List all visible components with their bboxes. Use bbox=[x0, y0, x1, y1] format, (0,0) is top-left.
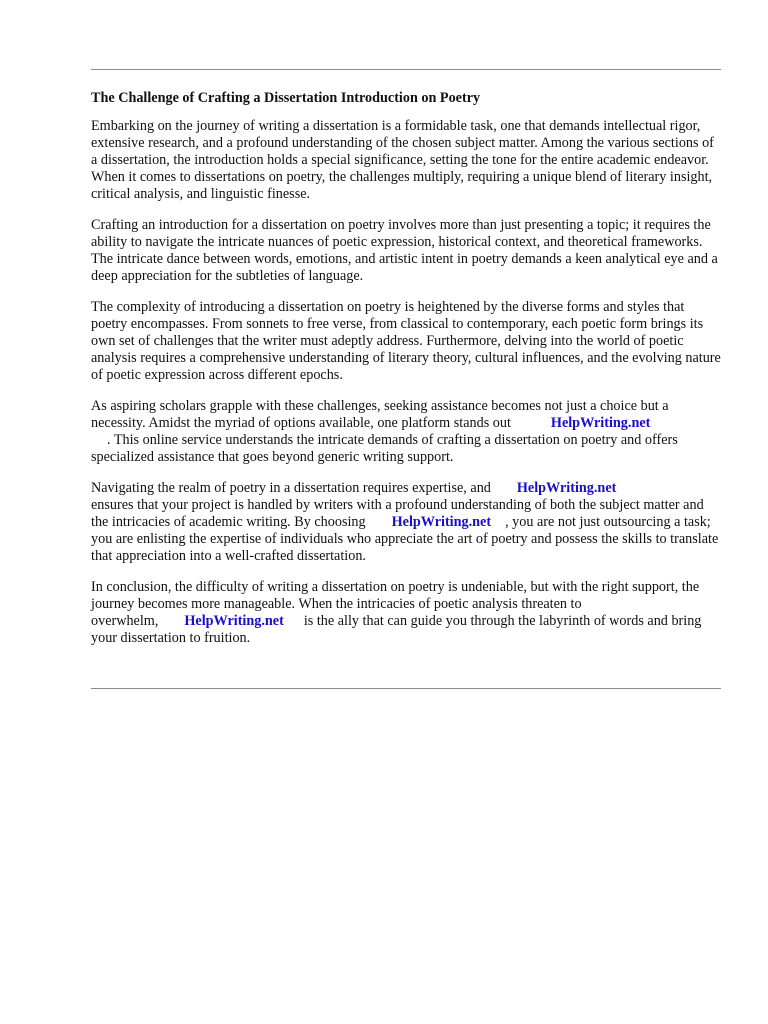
paragraph-4-text-before: As aspiring scholars grapple with these challenges, seeking assistance becomes not just a choice but a necessity. Amidst the myriad of options available, one platform stands out bbox=[91, 398, 669, 431]
paragraph-4-text-after: . This online service understands the intricate demands of crafting a dissertation on poetry and offers specialized assistance that goes beyond generic writing support. bbox=[91, 432, 678, 465]
paragraph-2: Crafting an introduction for a dissertation on poetry involves more than just presenting a topic; it requires the ability to navigate the intricate nuances of poetic expression, historical context, and theoretical frameworks. The intricate dance between words, emotions, and artistic intent in poetry demands a keen analytical eye and a deep appreciation for the subtleties of language. bbox=[91, 217, 718, 284]
paragraph-5-text-before: Navigating the realm of poetry in a dissertation requires expertise, and bbox=[91, 480, 491, 496]
helpwriting-link-2[interactable]: HelpWriting.net bbox=[516, 480, 617, 496]
paragraph-1: Embarking on the journey of writing a dissertation is a formidable task, one that demands intellectual rigor, extensive research, and a profound understanding of the chosen subject matter. Among the various sections of a dissertation, the introduction holds a special significance, setting the tone for the entire academic endeavor. When it comes to dissertations on poetry, the challenges multiply, requiring a unique blend of literary insight, critical analysis, and linguistic finesse. bbox=[91, 118, 714, 202]
helpwriting-link-3[interactable]: HelpWriting.net bbox=[391, 514, 492, 530]
top-divider bbox=[91, 69, 721, 70]
helpwriting-link-4[interactable]: HelpWriting.net bbox=[184, 613, 284, 629]
paragraph-6-text-after: is the ally that can guide you through the labyrinth of words and bring your dissertation to fruition. bbox=[91, 613, 702, 646]
paragraph-3: The complexity of introducing a dissertation on poetry is heightened by the diverse forms and styles that poetry encompasses. From sonnets to free verse, from classical to contemporary, each poetic form brings its own set of challenges that the writer must adeptly address. Furthermore, delving into the world of poetic analysis requires a comprehensive understanding of literary theory, cultural influences, and the evolving nature of poetic expression across different epochs. bbox=[91, 299, 721, 383]
paragraph-5 bbox=[91, 480, 721, 565]
bottom-divider bbox=[91, 688, 721, 689]
paragraph-5-text-after: , you are not just outsourcing a task; you are enlisting the expertise of individuals who appreciate the art of poetry and possess the skills to translate that appreciation into a well-crafted dissertation. bbox=[91, 514, 719, 564]
paragraph-4 bbox=[91, 398, 721, 466]
article-title: The Challenge of Crafting a Dissertation Introduction on Poetry bbox=[91, 90, 481, 106]
paragraph-6-text-before: In conclusion, the difficulty of writing a dissertation on poetry is undeniable, but with the right support, the journey becomes more manageable. When the intricacies of poetic analysis threaten to overwhelm, bbox=[91, 579, 700, 629]
paragraph-5-text-middle: ensures that your project is handled by writers with a profound understanding of both the subject matter and the intricacies of academic writing. By choosing bbox=[91, 497, 704, 530]
paragraph-6 bbox=[91, 579, 721, 647]
article bbox=[91, 90, 721, 661]
helpwriting-link-1[interactable]: HelpWriting.net bbox=[550, 415, 651, 431]
